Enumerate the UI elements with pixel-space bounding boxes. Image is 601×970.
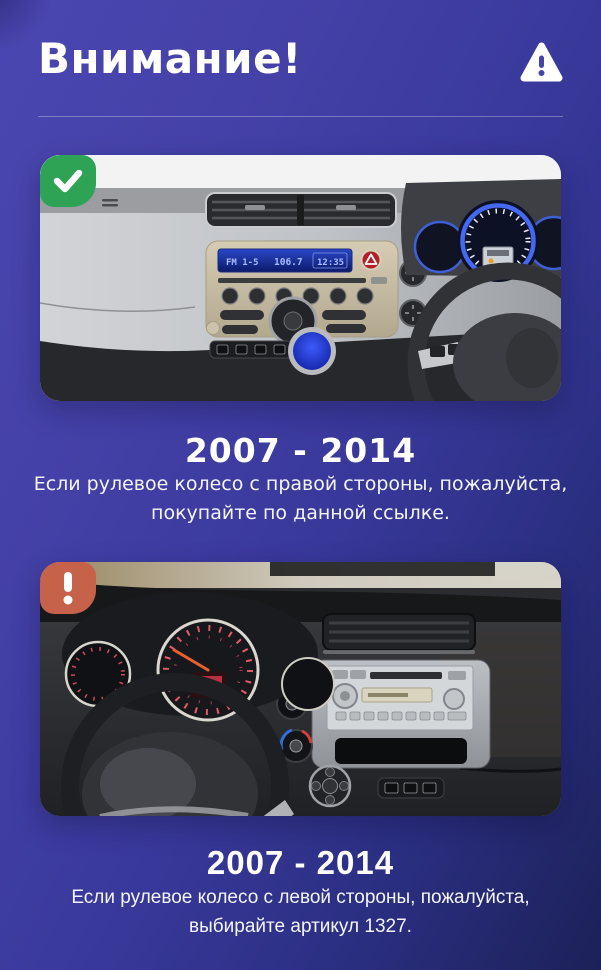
radio-head-unit [206, 241, 398, 344]
radio-band: FM 1-5 [226, 258, 259, 268]
card-rhd-photo [40, 155, 561, 401]
caption-lhd-line1: Если рулевое колесо с левой стороны, пожалуйста, [71, 887, 530, 908]
switch-strip [378, 778, 444, 798]
switch-strip [210, 341, 292, 358]
exclamation-badge [40, 562, 96, 614]
center-air-vents [323, 614, 475, 654]
center-air-vents [206, 193, 396, 227]
radio-head-unit [312, 660, 490, 768]
cd-slot [370, 672, 442, 679]
page-title: Внимание! [38, 34, 302, 83]
caption-rhd [0, 470, 601, 528]
header-divider [38, 116, 563, 117]
warning-triangle-icon [520, 42, 563, 83]
caption-lhd-line2: выбирайте артикул 1327. [189, 916, 412, 937]
card-lhd-photo [40, 562, 561, 816]
hazard-button [362, 251, 381, 270]
exclamation-icon [60, 571, 76, 605]
blue-dial [288, 327, 336, 375]
lhd-dashboard-illustration [40, 562, 561, 816]
storage-pocket [335, 738, 467, 764]
tune-knob [444, 689, 464, 709]
years-range-rhd: 2007 - 2014 [184, 431, 417, 470]
radio-frequency: 106.7 [274, 257, 303, 268]
rhd-dashboard-illustration [40, 155, 561, 401]
caption-lhd [0, 883, 601, 941]
caption-rhd-line2: покупайте по данной ссылке. [151, 502, 450, 524]
caption-rhd-line1: Если рулевое колесо с правой стороны, пожалуйста, [33, 473, 568, 495]
check-icon [51, 166, 85, 196]
years-range-lhd: 2007 - 2014 [206, 844, 395, 881]
check-badge [40, 155, 96, 207]
fan-control-knob [310, 766, 350, 806]
radio-clock: 12:35 [317, 258, 345, 268]
cd-slot [218, 278, 366, 283]
